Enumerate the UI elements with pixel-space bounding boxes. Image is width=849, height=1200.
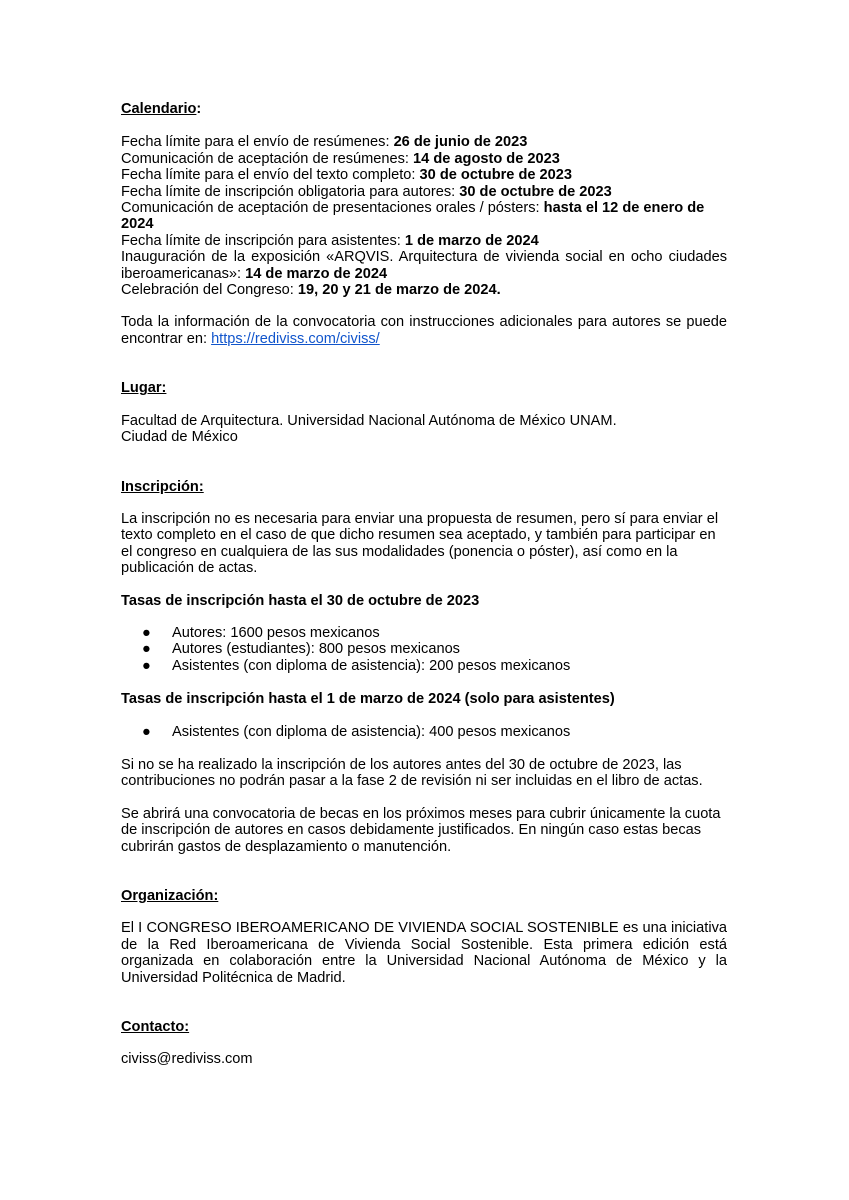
inscripcion-intro: La inscripción no es necesaria para enviar una propuesta de resumen, pero sí para enviar el texto completo en el caso de que dicho resumen sea aceptado, y también para participar en el congreso en cualquiera de las sus modalidades (ponencia o póster), así como en la publicación de actas. xyxy=(121,510,719,577)
list-item xyxy=(121,658,727,674)
contacto-email: civiss@rediviss.com xyxy=(121,1051,253,1068)
lugar-heading: Lugar: xyxy=(121,380,167,397)
calendario-info-text: Toda la información de la convocatoria con instrucciones adicionales para autores se puede encontrar en: xyxy=(121,314,727,347)
bullet-icon: ● xyxy=(142,641,151,658)
calendario-heading xyxy=(121,101,727,117)
calendario-item-date: 19, 20 y 21 de marzo de 2024. xyxy=(297,282,501,299)
tasas-list xyxy=(121,625,727,674)
organizacion-text: El I CONGRESO IBEROAMERICANO DE VIVIENDA SOCIAL SOSTENIBLE es una iniciativa de la Red Iberoamericana de Vivienda Social Sostenible. Esta primera edición está organizada en colaboración entre la Universidad Nacional Autónoma de México y la Universidad Politécnica de Madrid. xyxy=(121,920,727,986)
inscripcion-heading: Inscripción: xyxy=(121,478,204,495)
list-item-text: Autores (estudiantes): 800 pesos mexicanos xyxy=(172,641,460,658)
inscripcion-note: Se abrirá una convocatoria de becas en los próximos meses para cubrir únicamente la cuota de inscripción de autores en casos debidamente justificados. En ningún caso estas becas cubrirán gastos de desplazamiento o manutención. xyxy=(121,805,721,855)
list-item-text: Asistentes (con diploma de asistencia): 400 pesos mexicanos xyxy=(172,723,571,740)
calendario-list xyxy=(121,134,727,298)
calendario-item-label: Inauguración de la exposición «ARQVIS. Arquitectura de vivienda social en ocho ciudades iberoamericanas»: xyxy=(121,249,727,282)
calendario-item-label: Fecha límite de inscripción para asistentes: xyxy=(121,232,405,249)
list-item xyxy=(121,724,727,740)
calendario-item-label: Fecha límite para el envío del texto completo: xyxy=(121,167,420,184)
calendario-item-label: Fecha límite para el envío de resúmenes: xyxy=(121,134,394,151)
calendario-info xyxy=(121,314,727,347)
list-item-text: Asistentes (con diploma de asistencia): 200 pesos mexicanos xyxy=(172,657,571,674)
organizacion-heading: Organización: xyxy=(121,888,219,904)
calendario-item-date: hasta el 12 de enero de 2024 xyxy=(121,200,705,233)
bullet-icon: ● xyxy=(142,657,151,674)
tasas-title: Tasas de inscripción hasta el 30 de octubre de 2023 xyxy=(121,592,480,609)
calendario-heading-colon: : xyxy=(196,101,202,117)
calendario-item-date: 26 de junio de 2023 xyxy=(393,134,528,151)
document-content xyxy=(121,101,727,1068)
lugar-line: Facultad de Arquitectura. Universidad Nacional Autónoma de México UNAM. xyxy=(121,412,617,429)
calendario-item-label: Comunicación de aceptación de resúmenes: xyxy=(121,150,414,167)
calendario-item-date: 30 de octubre de 2023 xyxy=(419,167,573,184)
tasas-list xyxy=(121,724,727,740)
calendario-heading-text: Calendario xyxy=(121,101,197,117)
calendario-item-label: Celebración del Congreso: xyxy=(121,282,298,299)
calendario-item xyxy=(121,233,727,249)
bullet-icon: ● xyxy=(142,624,151,641)
list-item xyxy=(121,641,727,657)
inscripcion-note: Si no se ha realizado la inscripción de los autores antes del 30 de octubre de 2023, las contribuciones no podrán pasar a la fase 2 de revisión ni ser incluidas en el libro de actas. xyxy=(121,756,703,790)
calendario-item xyxy=(121,200,727,233)
calendario-item-date: 1 de marzo de 2024 xyxy=(404,232,539,249)
calendario-item xyxy=(121,184,727,200)
calendario-item-date: 30 de octubre de 2023 xyxy=(459,183,612,200)
list-item-text: Autores: 1600 pesos mexicanos xyxy=(172,624,380,641)
calendario-item xyxy=(121,167,727,183)
calendario-item xyxy=(121,249,727,282)
bullet-icon: ● xyxy=(142,723,151,740)
tasas-title: Tasas de inscripción hasta el 1 de marzo de 2024 (solo para asistentes) xyxy=(121,691,615,708)
calendario-item xyxy=(121,282,727,298)
contacto-heading: Contacto: xyxy=(121,1019,190,1036)
calendario-item-label: Fecha límite de inscripción obligatoria para autores: xyxy=(121,183,460,200)
lugar-line: Ciudad de México xyxy=(121,429,238,446)
calendario-item-date: 14 de agosto de 2023 xyxy=(413,150,560,167)
list-item xyxy=(121,625,727,641)
calendario-item-date: 14 de marzo de 2024 xyxy=(245,265,388,282)
calendario-item-label: Comunicación de aceptación de presentaciones orales / pósters: xyxy=(121,200,544,217)
convocatoria-link[interactable]: https://rediviss.com/civiss/ xyxy=(211,330,380,347)
calendario-item xyxy=(121,134,727,150)
calendario-item xyxy=(121,151,727,167)
